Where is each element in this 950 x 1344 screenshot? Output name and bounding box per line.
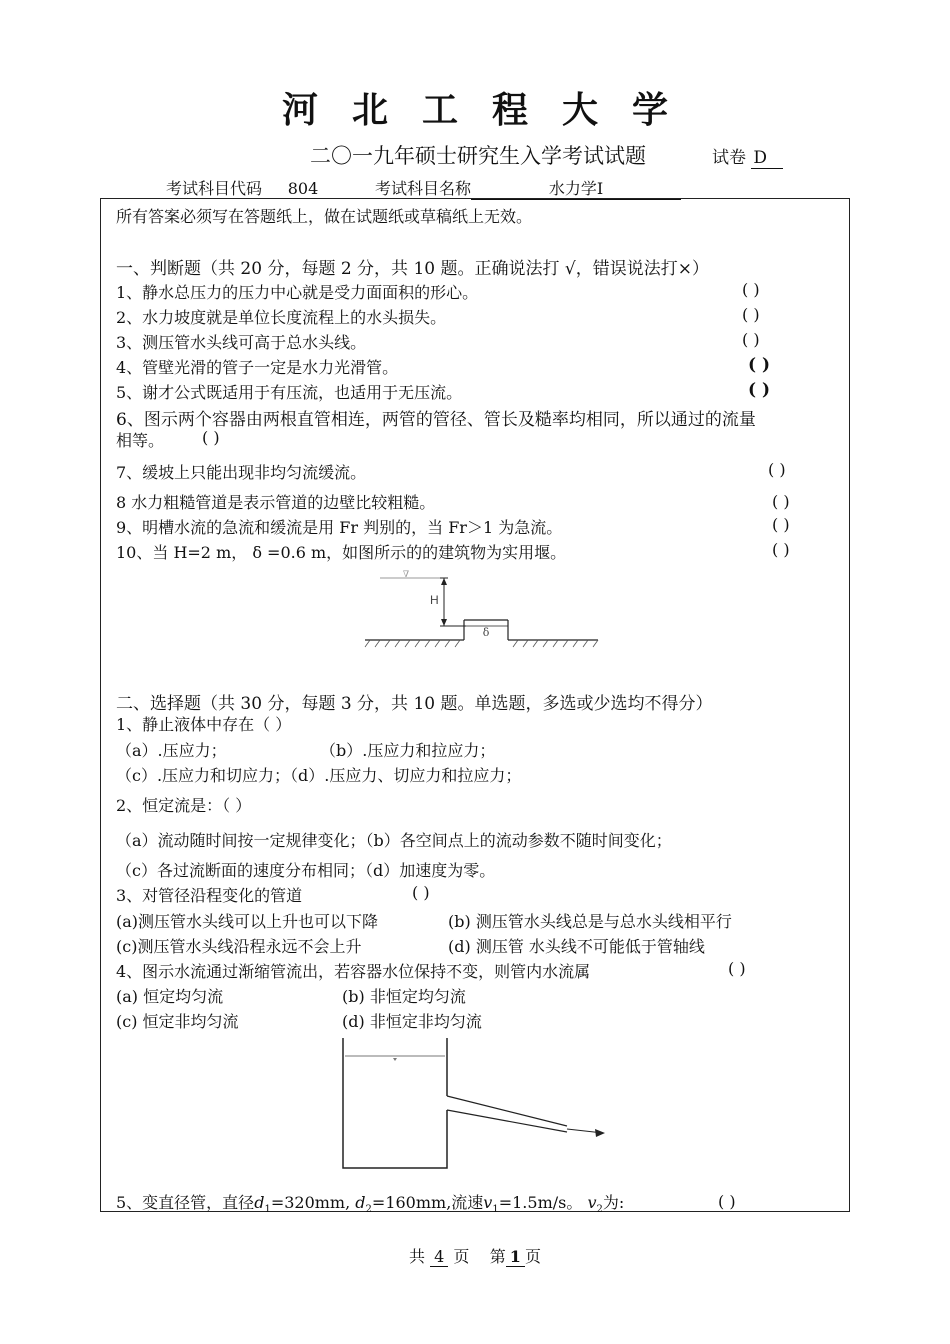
tf-question-7: 7、缓坡上只能出现非均匀流缓流。: [116, 463, 367, 482]
mc-question-5: [116, 1190, 624, 1215]
subject-code-field: [166, 176, 344, 199]
answer-paren: ( ): [202, 428, 220, 447]
answer-paren: ( ): [768, 460, 786, 479]
tf-question-6-cont: 相等。: [116, 431, 165, 450]
answer-paren: ( ): [742, 330, 760, 349]
weir-figure: [360, 568, 610, 658]
q5-v1-sub: 1: [492, 1204, 499, 1216]
university-title: 河北工程大学: [281, 89, 702, 131]
q5-d2-symbol: d: [355, 1193, 366, 1212]
exam-title: 二〇一九年硕士研究生入学考试试题: [310, 144, 646, 168]
answer-paren: ( ): [728, 959, 746, 978]
total-prefix: 共: [409, 1247, 426, 1266]
h-label: H: [430, 593, 439, 607]
tf-question-8: 8 水力粗糙管道是表示管道的边壁比较粗糙。: [116, 493, 436, 512]
mc-question-4: 4、图示水流通过渐缩管流出，若容器水位保持不变，则管内水流属: [116, 962, 591, 981]
mc-q3-option-b: (b) 测压管水头线总是与总水头线相平行: [448, 912, 732, 931]
tf-question-2: 2、水力坡度就是单位长度流程上的水头损失。: [116, 308, 447, 327]
q5-v1-symbol: v: [483, 1193, 493, 1212]
paper-code: D: [751, 148, 783, 169]
tf-question-1: 1、静水总压力的压力中心就是受力面面积的形心。: [116, 283, 479, 302]
q5-prefix: 5、变直径管，直径: [116, 1193, 255, 1212]
q5-v2-sub: 2: [596, 1204, 603, 1216]
page-footer: [0, 1244, 950, 1267]
total-pages: 4: [430, 1247, 448, 1267]
subject-code: 804: [262, 179, 344, 199]
q5-d1-value: =320mm,: [270, 1193, 351, 1212]
mc-question-2: 2、恒定流是：（ ）: [116, 796, 252, 815]
section2-title: 二、选择题（共 30 分，每题 3 分，共 10 题。单选题，多选或少选均不得分）: [116, 694, 713, 714]
mc-q3-option-a: (a)测压管水头线可以上升也可以下降: [116, 912, 379, 931]
mc-q1-option-a: （a）.压应力；: [116, 741, 227, 760]
answer-paren: ( ): [772, 540, 790, 559]
page-number: 1: [506, 1247, 525, 1267]
subject-name: 水力学Ⅰ: [471, 176, 681, 200]
tf-question-5: 5、谢才公式既适用于有压流，也适用于无压流。: [116, 383, 463, 402]
tf-question-4: 4、管壁光滑的管子一定是水力光滑管。: [116, 358, 399, 377]
mc-question-1: 1、静止液体中存在（ ）: [116, 715, 292, 734]
answer-paren: ( ): [748, 380, 771, 400]
tf-question-10: 10、当 H=2 m， δ =0.6 m，如图所示的的建筑物为实用堰。: [116, 543, 567, 562]
q5-d1-sub: 1: [264, 1204, 271, 1216]
answer-paren: ( ): [742, 280, 760, 299]
mc-question-3: 3、对管径沿程变化的管道: [116, 886, 303, 905]
answer-paren: ( ): [772, 492, 790, 511]
mc-q4-option-b: (b) 非恒定均匀流: [342, 987, 466, 1006]
q5-d1-symbol: d: [254, 1193, 265, 1212]
q5-v2-symbol: v: [587, 1193, 597, 1212]
mc-q2-options-cd: （c）各过流断面的速度分布相同；（d）加速度为零。: [116, 861, 496, 880]
notice: 所有答案必须写在答题纸上，做在试题纸或草稿纸上无效。: [116, 207, 533, 226]
tf-question-9: 9、明槽水流的急流和缓流是用 Fr 判别的，当 Fr＞1 为急流。: [116, 518, 563, 537]
mc-q3-option-c: (c)测压管水头线沿程永远不会上升: [116, 937, 362, 956]
subject-name-label: 考试科目名称: [375, 179, 472, 198]
delta-label: δ: [482, 626, 490, 639]
mc-q4-option-a: (a) 恒定均匀流: [116, 987, 224, 1006]
q5-d2-value: =160mm,流速: [371, 1193, 484, 1212]
answer-paren: ( ): [748, 355, 771, 375]
subject-code-label: 考试科目代码: [166, 179, 263, 198]
mc-q4-option-c: (c) 恒定非均匀流: [116, 1012, 239, 1031]
total-suffix: 页: [453, 1247, 470, 1266]
q5-v2-value: 为:: [602, 1193, 625, 1212]
subject-name-field: [375, 176, 681, 200]
paper-label: 试卷: [712, 148, 746, 168]
mc-q2-options-ab: （a）流动随时间按一定规律变化；（b）各空间点上的流动参数不随时间变化；: [116, 831, 672, 850]
answer-paren: ( ): [718, 1192, 736, 1211]
mc-q1-options-cd: （c）.压应力和切应力；（d）.压应力、切应力和拉应力；: [116, 766, 522, 785]
answer-paren: ( ): [772, 515, 790, 534]
mc-q4-option-d: (d) 非恒定非均匀流: [342, 1012, 482, 1031]
page-prefix: 第: [489, 1247, 506, 1266]
tf-question-3: 3、测压管水头线可高于总水头线。: [116, 333, 367, 352]
paper-code-field: [712, 143, 783, 169]
water-level-symbol: ∇: [402, 570, 410, 580]
page-suffix: 页: [524, 1247, 541, 1266]
section1-title: 一、判断题（共 20 分，每题 2 分，共 10 题。正确说法打 √，错误说法打×）: [116, 259, 709, 279]
mc-q1-option-b: （b）.压应力和拉应力；: [320, 741, 496, 760]
q5-d2-sub: 2: [365, 1204, 372, 1216]
tank-pipe-figure: [335, 1038, 625, 1178]
mc-q3-option-d: (d) 测压管 水头线不可能低于管轴线: [448, 937, 705, 956]
q5-v1-value: =1.5m/s。: [498, 1193, 583, 1212]
tf-question-6: 6、图示两个容器由两根直管相连，两管的管径、管长及糙率均相同，所以通过的流量: [116, 410, 756, 430]
answer-paren: ( ): [412, 883, 430, 902]
answer-paren: ( ): [742, 305, 760, 324]
